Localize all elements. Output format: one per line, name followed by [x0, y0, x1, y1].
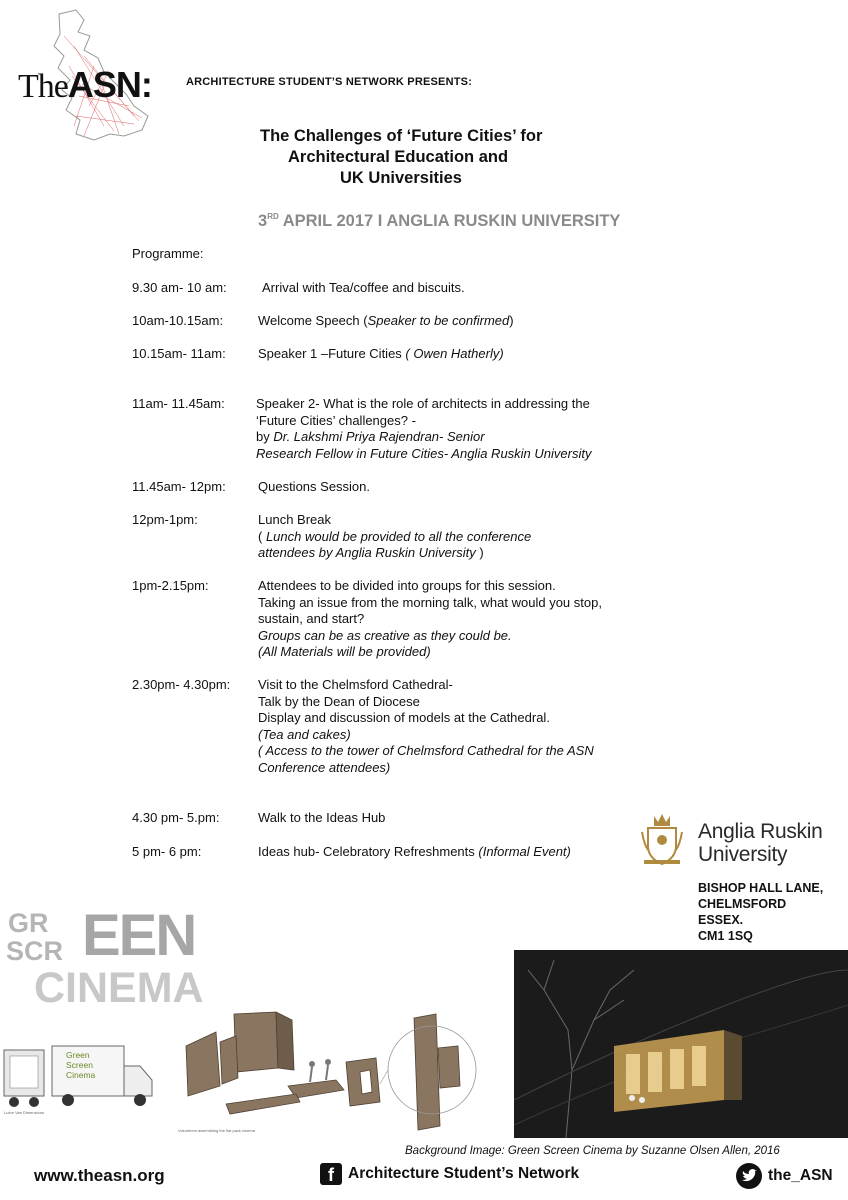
schedule-italic-text: (Informal Event): [478, 844, 571, 859]
schedule-time: 12pm-1pm:: [132, 512, 198, 527]
truck-label-line: Screen: [66, 1060, 93, 1070]
address-line: CM1 1SQ: [698, 929, 753, 943]
schedule-line: [258, 479, 370, 496]
schedule-text: ‘Future Cities’ challenges? -: [256, 412, 416, 428]
schedule-italic-text: Research Fellow in Future Cities- Anglia Ruskin University: [256, 445, 592, 461]
schedule-line: [258, 710, 594, 727]
date-ordinal: RD: [267, 212, 279, 221]
schedule-text: Speaker 1 –Future Cities: [258, 346, 406, 361]
address-line: ESSEX.: [698, 913, 744, 927]
schedule-line: [258, 844, 571, 861]
schedule-time: 1pm-2.15pm:: [132, 578, 209, 593]
anglia-ruskin-crest-icon: [638, 810, 686, 868]
schedule-text: Questions Session.: [258, 479, 371, 494]
venue-address: [698, 880, 823, 944]
gsc-scr: SCR: [6, 936, 64, 966]
svg-text:Volunteers assembling the flat: Volunteers assembling the flat pack cinema: [178, 1128, 255, 1133]
schedule-time: 10am-10.15am:: [132, 313, 224, 328]
schedule-time: 2.30pm- 4.30pm:: [132, 677, 231, 692]
schedule-line: [258, 727, 594, 744]
schedule-text: Display and discussion of models at the Cathedral.: [258, 710, 550, 725]
schedule-description: [258, 313, 514, 330]
schedule-line: [258, 313, 514, 330]
schedule-time: 9.30 am- 10 am:: [132, 280, 227, 295]
facebook-label: Architecture Student’s Network: [348, 1165, 580, 1183]
gsc-gr: GR: [8, 908, 49, 938]
schedule-time: 5 pm- 6 pm:: [132, 844, 202, 859]
schedule-text: by: [256, 429, 274, 444]
schedule-italic-text: ( Access to the tower of Chelmsford Cathedral for the ASN: [258, 743, 594, 758]
schedule-time: 4.30 pm- 5.pm:: [132, 810, 220, 825]
schedule-line: [256, 429, 591, 446]
schedule-line: [258, 529, 531, 546]
schedule-line: [256, 446, 591, 463]
event-title: [230, 126, 610, 189]
address-line: BISHOP HALL LANE,: [698, 881, 824, 895]
gsc-een: EEN: [82, 903, 196, 968]
schedule-italic-text: Lunch would be provided to all the conference: [265, 528, 532, 544]
schedule-text: Welcome Speech (: [258, 313, 368, 328]
schedule-line: [258, 595, 602, 612]
schedule-line: [258, 694, 594, 711]
schedule-line: [256, 413, 591, 430]
schedule-text: Visit to the Chelmsford Cathedral-: [258, 677, 453, 692]
schedule-text: Speaker 2- What is the role of architects in addressing the: [256, 396, 590, 411]
date-rest: APRIL 2017: [278, 212, 374, 230]
schedule-text: Walk to the Ideas Hub: [258, 810, 386, 825]
schedule-description: [258, 479, 370, 496]
programme-label: Programme:: [132, 246, 204, 261]
background-image-caption: Background Image: Green Screen Cinema by Suzanne Olsen Allen, 2016: [405, 1145, 780, 1157]
schedule-time: 10.15am- 11am:: [132, 346, 226, 361]
schedule-italic-text: ( Owen Hatherly): [405, 346, 504, 361]
date-separator: I: [373, 212, 387, 230]
schedule-description: [258, 512, 531, 562]
svg-text:Luton Van Dimensions: Luton Van Dimensions: [4, 1110, 44, 1115]
truck-label: [66, 1050, 95, 1080]
schedule-line: [258, 760, 594, 777]
schedule-line: [258, 611, 602, 628]
schedule-line: [258, 346, 504, 363]
schedule-italic-text: Speaker to be confirmed: [367, 313, 510, 328]
schedule-description: [258, 677, 594, 776]
schedule-italic-text: Dr. Lakshmi Priya Rajendran- Senior: [273, 429, 485, 444]
schedule-time: 11am- 11.45am:: [132, 396, 225, 411]
schedule-text: Arrival with Tea/coffee and biscuits.: [262, 280, 465, 295]
gsc-cinema: CINEMA: [34, 964, 204, 1012]
schedule-description: [256, 396, 591, 462]
schedule-line: [258, 810, 385, 827]
green-screen-cinema-logo: [0, 900, 230, 1010]
schedule-text: ): [475, 545, 484, 560]
schedule-description: [258, 810, 385, 827]
schedule-description: [258, 844, 571, 861]
title-line-1: The Challenges of ‘Future Cities’ for: [260, 127, 543, 145]
schedule-text: sustain, and start?: [258, 611, 365, 626]
website-link[interactable]: www.theasn.org: [34, 1166, 165, 1185]
schedule-description: [258, 346, 504, 363]
event-venue: ANGLIA RUSKIN UNIVERSITY: [386, 212, 621, 230]
schedule-text: Attendees to be divided into groups for this session.: [258, 578, 556, 593]
title-line-3: UK Universities: [340, 169, 462, 187]
facebook-link[interactable]: [320, 1163, 579, 1185]
schedule-text: Talk by the Dean of Diocese: [258, 693, 420, 709]
schedule-line: [258, 677, 594, 694]
schedule-line: [262, 280, 465, 297]
aru-name-line-1: Anglia Ruskin: [698, 820, 823, 843]
schedule-line: [256, 396, 591, 413]
schedule-text: Lunch Break: [258, 512, 331, 527]
twitter-link[interactable]: [736, 1163, 833, 1189]
facebook-icon: f: [320, 1163, 342, 1185]
schedule-text: Taking an issue from the morning talk, what would you stop,: [258, 594, 602, 610]
schedule-line: [258, 628, 602, 645]
address-line: CHELMSFORD: [698, 897, 787, 911]
event-date: [258, 212, 620, 231]
schedule-description: [262, 280, 465, 297]
anglia-ruskin-name: [698, 820, 823, 866]
date-day: 3: [258, 212, 268, 230]
schedule-line: [258, 545, 531, 562]
schedule-text: (: [258, 528, 266, 544]
schedule-line: [258, 644, 602, 661]
schedule-line: [258, 512, 531, 529]
schedule-time: 11.45am- 12pm:: [132, 479, 226, 494]
presents-heading: ARCHITECTURE STUDENT’S NETWORK PRESENTS:: [186, 76, 473, 88]
night-cinema-image: [514, 950, 848, 1138]
truck-label-line: Green: [66, 1050, 90, 1060]
flat-pack-cinema-drawing: [176, 1006, 486, 1136]
logo-the: The: [18, 68, 68, 105]
logo-asn: ASN:: [67, 64, 152, 105]
schedule-italic-text: attendees by Anglia Ruskin University: [258, 545, 476, 560]
aru-name-line-2: University: [698, 843, 788, 866]
twitter-icon: [736, 1163, 762, 1189]
twitter-handle: the_ASN: [768, 1167, 833, 1185]
truck-label-line: Cinema: [66, 1070, 96, 1080]
schedule-italic-text: Groups can be as creative as they could be.: [258, 627, 512, 643]
schedule-italic-text: Conference attendees): [258, 759, 391, 775]
schedule-text: ): [509, 313, 514, 328]
schedule-line: [258, 578, 602, 595]
schedule-description: [258, 578, 602, 661]
asn-logo: [18, 64, 152, 106]
truck-drawing: [0, 1032, 160, 1132]
schedule-italic-text: (All Materials will be provided): [258, 644, 431, 659]
schedule-italic-text: (Tea and cakes): [258, 726, 351, 742]
title-line-2: Architectural Education and: [288, 148, 509, 166]
schedule-text: Ideas hub- Celebratory Refreshments: [258, 844, 479, 859]
schedule-line: [258, 743, 594, 760]
